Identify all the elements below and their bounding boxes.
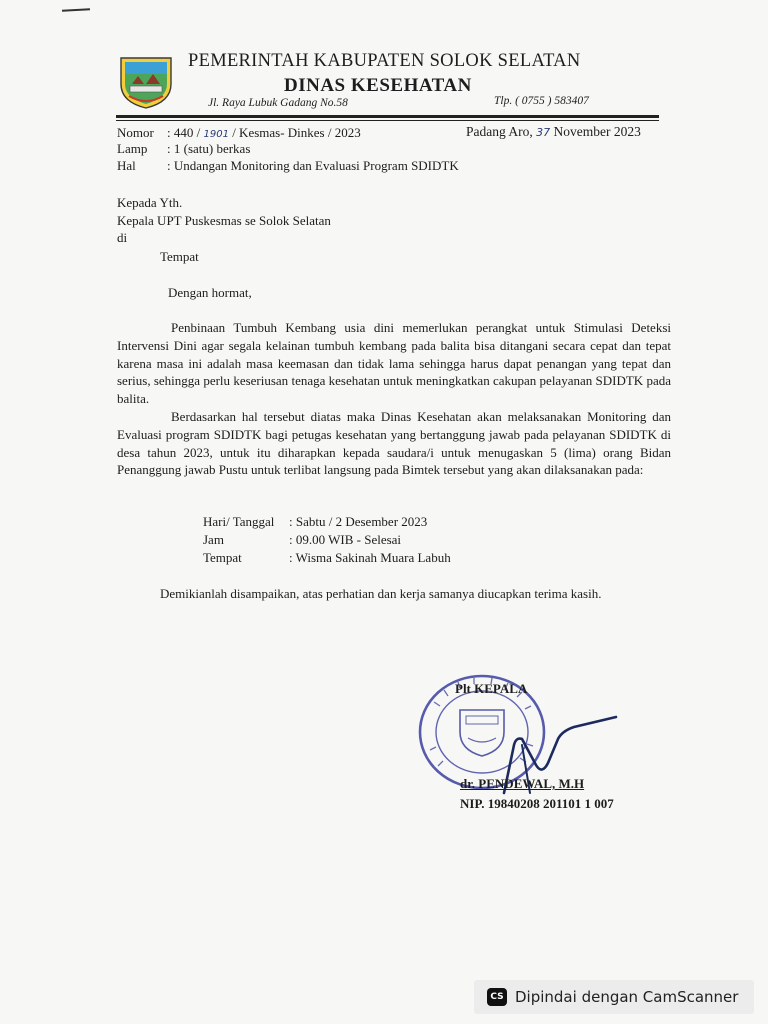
detail-jam — [203, 532, 401, 548]
header-government: PEMERINTAH KABUPATEN SOLOK SELATAN — [188, 51, 581, 71]
detail-tempat-value: : Wisma Sakinah Muara Labuh — [289, 550, 451, 565]
header-divider-thick — [116, 115, 659, 118]
camscanner-watermark — [474, 980, 754, 1014]
recipient-line4: Tempat — [160, 249, 199, 264]
meta-nomor-prefix: : 440 / — [167, 125, 201, 140]
header-phone: Tlp. ( 0755 ) 583407 — [494, 95, 589, 107]
header-address: Jl. Raya Lubuk Gadang No.58 — [208, 97, 348, 109]
detail-tempat-label: Tempat — [203, 550, 242, 565]
detail-jam-label: Jam — [203, 532, 224, 547]
meta-nomor-handwritten: 1901 — [203, 129, 229, 140]
meta-lamp-label: Lamp — [117, 141, 148, 156]
meta-nomor-label: Nomor — [117, 125, 154, 140]
camscanner-icon: CS — [487, 988, 507, 1006]
detail-jam-value: : 09.00 WIB - Selesai — [289, 532, 402, 547]
date-day-handwritten: 37 — [536, 126, 551, 139]
meta-lamp — [117, 141, 250, 157]
meta-hal-value: : Undangan Monitoring dan Evaluasi Program SDIDTK — [167, 158, 459, 173]
letter-date — [466, 124, 641, 140]
signer-title: Plt KEPALA — [455, 681, 528, 696]
camscanner-text: Dipindai dengan CamScanner — [515, 988, 739, 1006]
recipient-line1: Kepada Yth. — [117, 195, 183, 210]
recipient-line2: Kepala UPT Puskesmas se Solok Selatan — [117, 213, 331, 228]
date-place: Padang Aro, — [466, 124, 533, 139]
scan-mark — [62, 8, 90, 11]
regency-logo — [116, 54, 176, 110]
detail-hari — [203, 514, 427, 530]
signer-nip: NIP. 19840208 201101 1 007 — [460, 796, 614, 811]
meta-nomor — [117, 125, 361, 141]
date-month-year: November 2023 — [553, 124, 641, 139]
body-paragraph-1: Penbinaan Tumbuh Kembang usia dini memerlukan perangkat untuk Stimulasi Deteksi Intervensi Dini agar segala kelainan tumbuh kembang pada balita bisa ditangani secara cepat dan tepat karena masa ini adalah masa keemasan dan tidak lama sehingga harus dapat penangan yang tepat dan serius, sehingga perlu keseriusan tenaga kesehatan untuk meningkatkan cakupan pelayanan SDIDTK pada balita. — [117, 320, 671, 407]
header-agency: DINAS KESEHATAN — [284, 75, 472, 96]
meta-lamp-value: : 1 (satu) berkas — [167, 141, 251, 156]
closing-text: Demikianlah disampaikan, atas perhatian dan kerja samanya diucapkan terima kasih. — [160, 586, 602, 601]
signer-name: dr. PENDEWAL, M.H — [460, 776, 585, 791]
detail-tempat — [203, 550, 451, 566]
meta-nomor-suffix: / Kesmas- Dinkes / 2023 — [232, 125, 361, 140]
detail-hari-value: : Sabtu / 2 Desember 2023 — [289, 514, 428, 529]
meta-hal — [117, 158, 459, 174]
body-paragraph-2: Berdasarkan hal tersebut diatas maka Dinas Kesehatan akan melaksanakan Monitoring dan Evaluasi program SDIDTK bagi petugas kesehatan yang bertanggung jawab pada pelayanan SDIDTK di desa tahun 2023, untuk itu diharapkan kepada saudara/i untuk menugaskan 5 (lima) orang Bidan Penanggung jawab Pustu untuk terlibat langsung pada Bimtek tersebut yang akan dilaksanakan pada: — [117, 409, 671, 478]
header-divider-thin — [116, 120, 659, 121]
detail-hari-label: Hari/ Tanggal — [203, 514, 275, 529]
meta-hal-label: Hal — [117, 158, 136, 173]
recipient-line3: di — [117, 230, 128, 245]
greeting: Dengan hormat, — [168, 285, 252, 300]
